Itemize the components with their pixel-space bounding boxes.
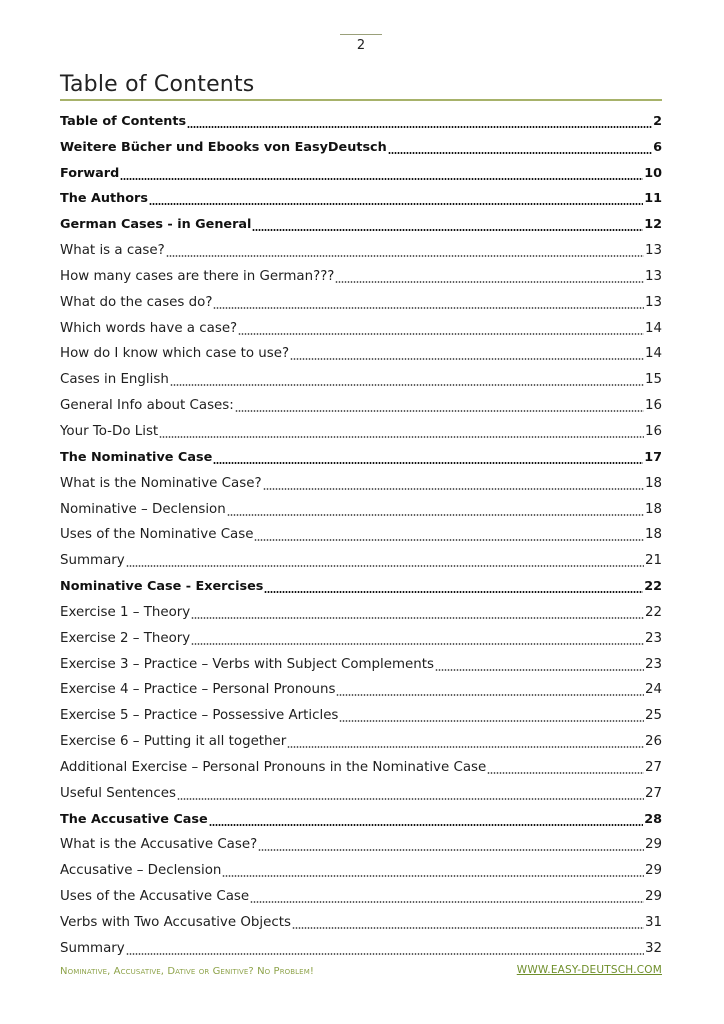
toc-dot-leader — [388, 152, 652, 154]
toc-entry-title: How many cases are there in German??? — [60, 268, 335, 284]
toc-entry-title: Nominative – Declension — [60, 501, 226, 517]
toc-dot-leader — [159, 436, 644, 438]
toc-subsection-entry[interactable] — [60, 234, 662, 260]
table-of-contents — [60, 105, 662, 958]
toc-entry-title: Summary — [60, 553, 125, 569]
title-underline — [60, 99, 662, 101]
toc-subsection-entry[interactable] — [60, 854, 662, 880]
toc-subsection-entry[interactable] — [60, 880, 662, 906]
toc-subsection-entry[interactable] — [60, 338, 662, 364]
toc-dot-leader — [191, 617, 644, 619]
toc-entry-page-number: 27 — [644, 759, 662, 775]
toc-dot-leader — [126, 565, 644, 567]
toc-entry-title: Cases in English — [60, 372, 169, 388]
toc-dot-leader — [290, 358, 644, 360]
toc-dot-leader — [213, 307, 644, 309]
toc-dot-leader — [258, 849, 644, 851]
toc-dot-leader — [187, 126, 652, 128]
toc-section-entry[interactable] — [60, 208, 662, 234]
toc-entry-title: What is a case? — [60, 243, 165, 259]
toc-entry-page-number: 28 — [644, 811, 662, 827]
toc-dot-leader — [213, 462, 643, 464]
toc-dot-leader — [177, 798, 644, 800]
toc-entry-title: Weitere Bücher und Ebooks von EasyDeutsch — [60, 139, 387, 155]
toc-subsection-entry[interactable] — [60, 415, 662, 441]
footer-book-title: Nominative, Accusative, Dative or Genitive? No Problem! — [60, 966, 314, 977]
page-number-rule — [340, 34, 382, 35]
toc-subsection-entry[interactable] — [60, 467, 662, 493]
toc-entry-title: Table of Contents — [60, 113, 187, 129]
toc-dot-leader — [487, 772, 644, 774]
toc-entry-title: What do the cases do? — [60, 294, 213, 310]
toc-dot-leader — [264, 591, 643, 593]
toc-entry-title: Exercise 1 – Theory — [60, 604, 191, 620]
toc-entry-page-number: 25 — [644, 708, 662, 724]
toc-subsection-entry[interactable] — [60, 674, 662, 700]
toc-dot-leader — [335, 281, 644, 283]
toc-entry-title: Uses of the Accusative Case — [60, 889, 250, 905]
toc-entry-page-number: 10 — [644, 165, 662, 181]
toc-entry-page-number: 11 — [644, 191, 662, 207]
toc-subsection-entry[interactable] — [60, 519, 662, 545]
toc-dot-leader — [254, 539, 643, 541]
toc-section-entry[interactable] — [60, 570, 662, 596]
toc-entry-page-number: 32 — [644, 940, 662, 956]
toc-dot-leader — [126, 953, 644, 955]
toc-dot-leader — [235, 410, 644, 412]
toc-entry-page-number: 18 — [644, 501, 662, 517]
toc-entry-title: Useful Sentences — [60, 785, 176, 801]
toc-entry-page-number: 23 — [644, 630, 662, 646]
toc-subsection-entry[interactable] — [60, 286, 662, 312]
toc-entry-page-number: 14 — [644, 320, 662, 336]
toc-subsection-entry[interactable] — [60, 932, 662, 958]
toc-section-entry[interactable] — [60, 131, 662, 157]
toc-entry-page-number: 29 — [644, 889, 662, 905]
toc-entry-title: Exercise 6 – Putting it all together — [60, 734, 287, 750]
toc-entry-title: Exercise 5 – Practice – Possessive Articles — [60, 708, 339, 724]
toc-section-entry[interactable] — [60, 157, 662, 183]
toc-entry-title: Forward — [60, 165, 120, 181]
toc-entry-title: Summary — [60, 940, 125, 956]
footer-website-link[interactable]: WWW.EASY-DEUTSCH.COM — [516, 964, 662, 976]
toc-entry-title: Accusative – Declension — [60, 863, 222, 879]
toc-entry-title: The Accusative Case — [60, 811, 208, 827]
toc-subsection-entry[interactable] — [60, 596, 662, 622]
toc-entry-title: Your To-Do List — [60, 423, 159, 439]
toc-dot-leader — [222, 875, 644, 877]
toc-subsection-entry[interactable] — [60, 777, 662, 803]
toc-dot-leader — [238, 333, 644, 335]
toc-section-entry[interactable] — [60, 105, 662, 131]
toc-subsection-entry[interactable] — [60, 622, 662, 648]
toc-subsection-entry[interactable] — [60, 725, 662, 751]
toc-subsection-entry[interactable] — [60, 906, 662, 932]
toc-entry-title: Which words have a case? — [60, 320, 238, 336]
toc-subsection-entry[interactable] — [60, 648, 662, 674]
toc-entry-title: Exercise 4 – Practice – Personal Pronouns — [60, 682, 336, 698]
toc-entry-title: The Authors — [60, 191, 148, 207]
toc-dot-leader — [263, 488, 644, 490]
toc-subsection-entry[interactable] — [60, 260, 662, 286]
toc-entry-title: What is the Accusative Case? — [60, 837, 258, 853]
toc-dot-leader — [170, 384, 644, 386]
toc-dot-leader — [292, 927, 644, 929]
toc-subsection-entry[interactable] — [60, 363, 662, 389]
toc-subsection-entry[interactable] — [60, 493, 662, 519]
toc-section-entry[interactable] — [60, 441, 662, 467]
toc-entry-page-number: 17 — [644, 449, 662, 465]
toc-entry-page-number: 18 — [644, 475, 662, 491]
toc-entry-page-number: 23 — [644, 656, 662, 672]
toc-dot-leader — [191, 643, 644, 645]
page-title: Table of Contents — [60, 72, 255, 97]
page-number: 2 — [356, 38, 366, 53]
toc-subsection-entry[interactable] — [60, 829, 662, 855]
toc-entry-page-number: 2 — [653, 113, 662, 129]
toc-dot-leader — [250, 901, 644, 903]
toc-entry-page-number: 18 — [644, 527, 662, 543]
toc-dot-leader — [336, 694, 644, 696]
toc-entry-title: Additional Exercise – Personal Pronouns in the Nominative Case — [60, 759, 487, 775]
toc-section-entry[interactable] — [60, 803, 662, 829]
toc-entry-page-number: 29 — [644, 863, 662, 879]
toc-dot-leader — [227, 514, 644, 516]
toc-subsection-entry[interactable] — [60, 312, 662, 338]
toc-entry-page-number: 16 — [644, 398, 662, 414]
toc-entry-page-number: 26 — [644, 734, 662, 750]
toc-entry-title: General Info about Cases: — [60, 398, 234, 414]
toc-entry-page-number: 24 — [644, 682, 662, 698]
toc-entry-page-number: 27 — [644, 785, 662, 801]
toc-entry-page-number: 13 — [644, 268, 662, 284]
toc-entry-page-number: 31 — [644, 915, 662, 930]
toc-entry-title: Exercise 2 – Theory — [60, 630, 191, 646]
toc-entry-title: Nominative Case - Exercises — [60, 579, 264, 595]
toc-dot-leader — [435, 669, 644, 671]
toc-entry-page-number: 14 — [644, 346, 662, 362]
toc-entry-page-number: 15 — [644, 372, 662, 388]
toc-dot-leader — [120, 178, 643, 180]
toc-entry-page-number: 6 — [653, 139, 662, 155]
toc-entry-title: What is the Nominative Case? — [60, 475, 262, 491]
toc-subsection-entry[interactable] — [60, 389, 662, 415]
toc-entry-page-number: 29 — [644, 837, 662, 853]
toc-entry-page-number: 22 — [644, 579, 662, 595]
toc-subsection-entry[interactable] — [60, 699, 662, 725]
toc-dot-leader — [339, 720, 644, 722]
toc-entry-title: Uses of the Nominative Case — [60, 527, 254, 543]
toc-dot-leader — [209, 824, 643, 826]
toc-entry-title: German Cases - in General — [60, 217, 252, 233]
toc-entry-page-number: 22 — [644, 604, 662, 620]
toc-entry-title: Verbs with Two Accusative Objects — [60, 915, 291, 930]
toc-section-entry[interactable] — [60, 183, 662, 209]
toc-subsection-entry[interactable] — [60, 751, 662, 777]
toc-dot-leader — [287, 746, 644, 748]
toc-subsection-entry[interactable] — [60, 544, 662, 570]
toc-entry-page-number: 13 — [644, 294, 662, 310]
toc-entry-page-number: 13 — [644, 243, 662, 259]
toc-entry-page-number: 12 — [644, 217, 662, 233]
toc-entry-title: How do I know which case to use? — [60, 346, 290, 362]
toc-dot-leader — [252, 229, 643, 231]
toc-dot-leader — [166, 255, 644, 257]
toc-entry-page-number: 16 — [644, 423, 662, 439]
toc-entry-title: The Nominative Case — [60, 449, 213, 465]
toc-dot-leader — [149, 203, 643, 205]
toc-entry-title: Exercise 3 – Practice – Verbs with Subject Complements — [60, 656, 435, 672]
toc-entry-page-number: 21 — [644, 553, 662, 569]
